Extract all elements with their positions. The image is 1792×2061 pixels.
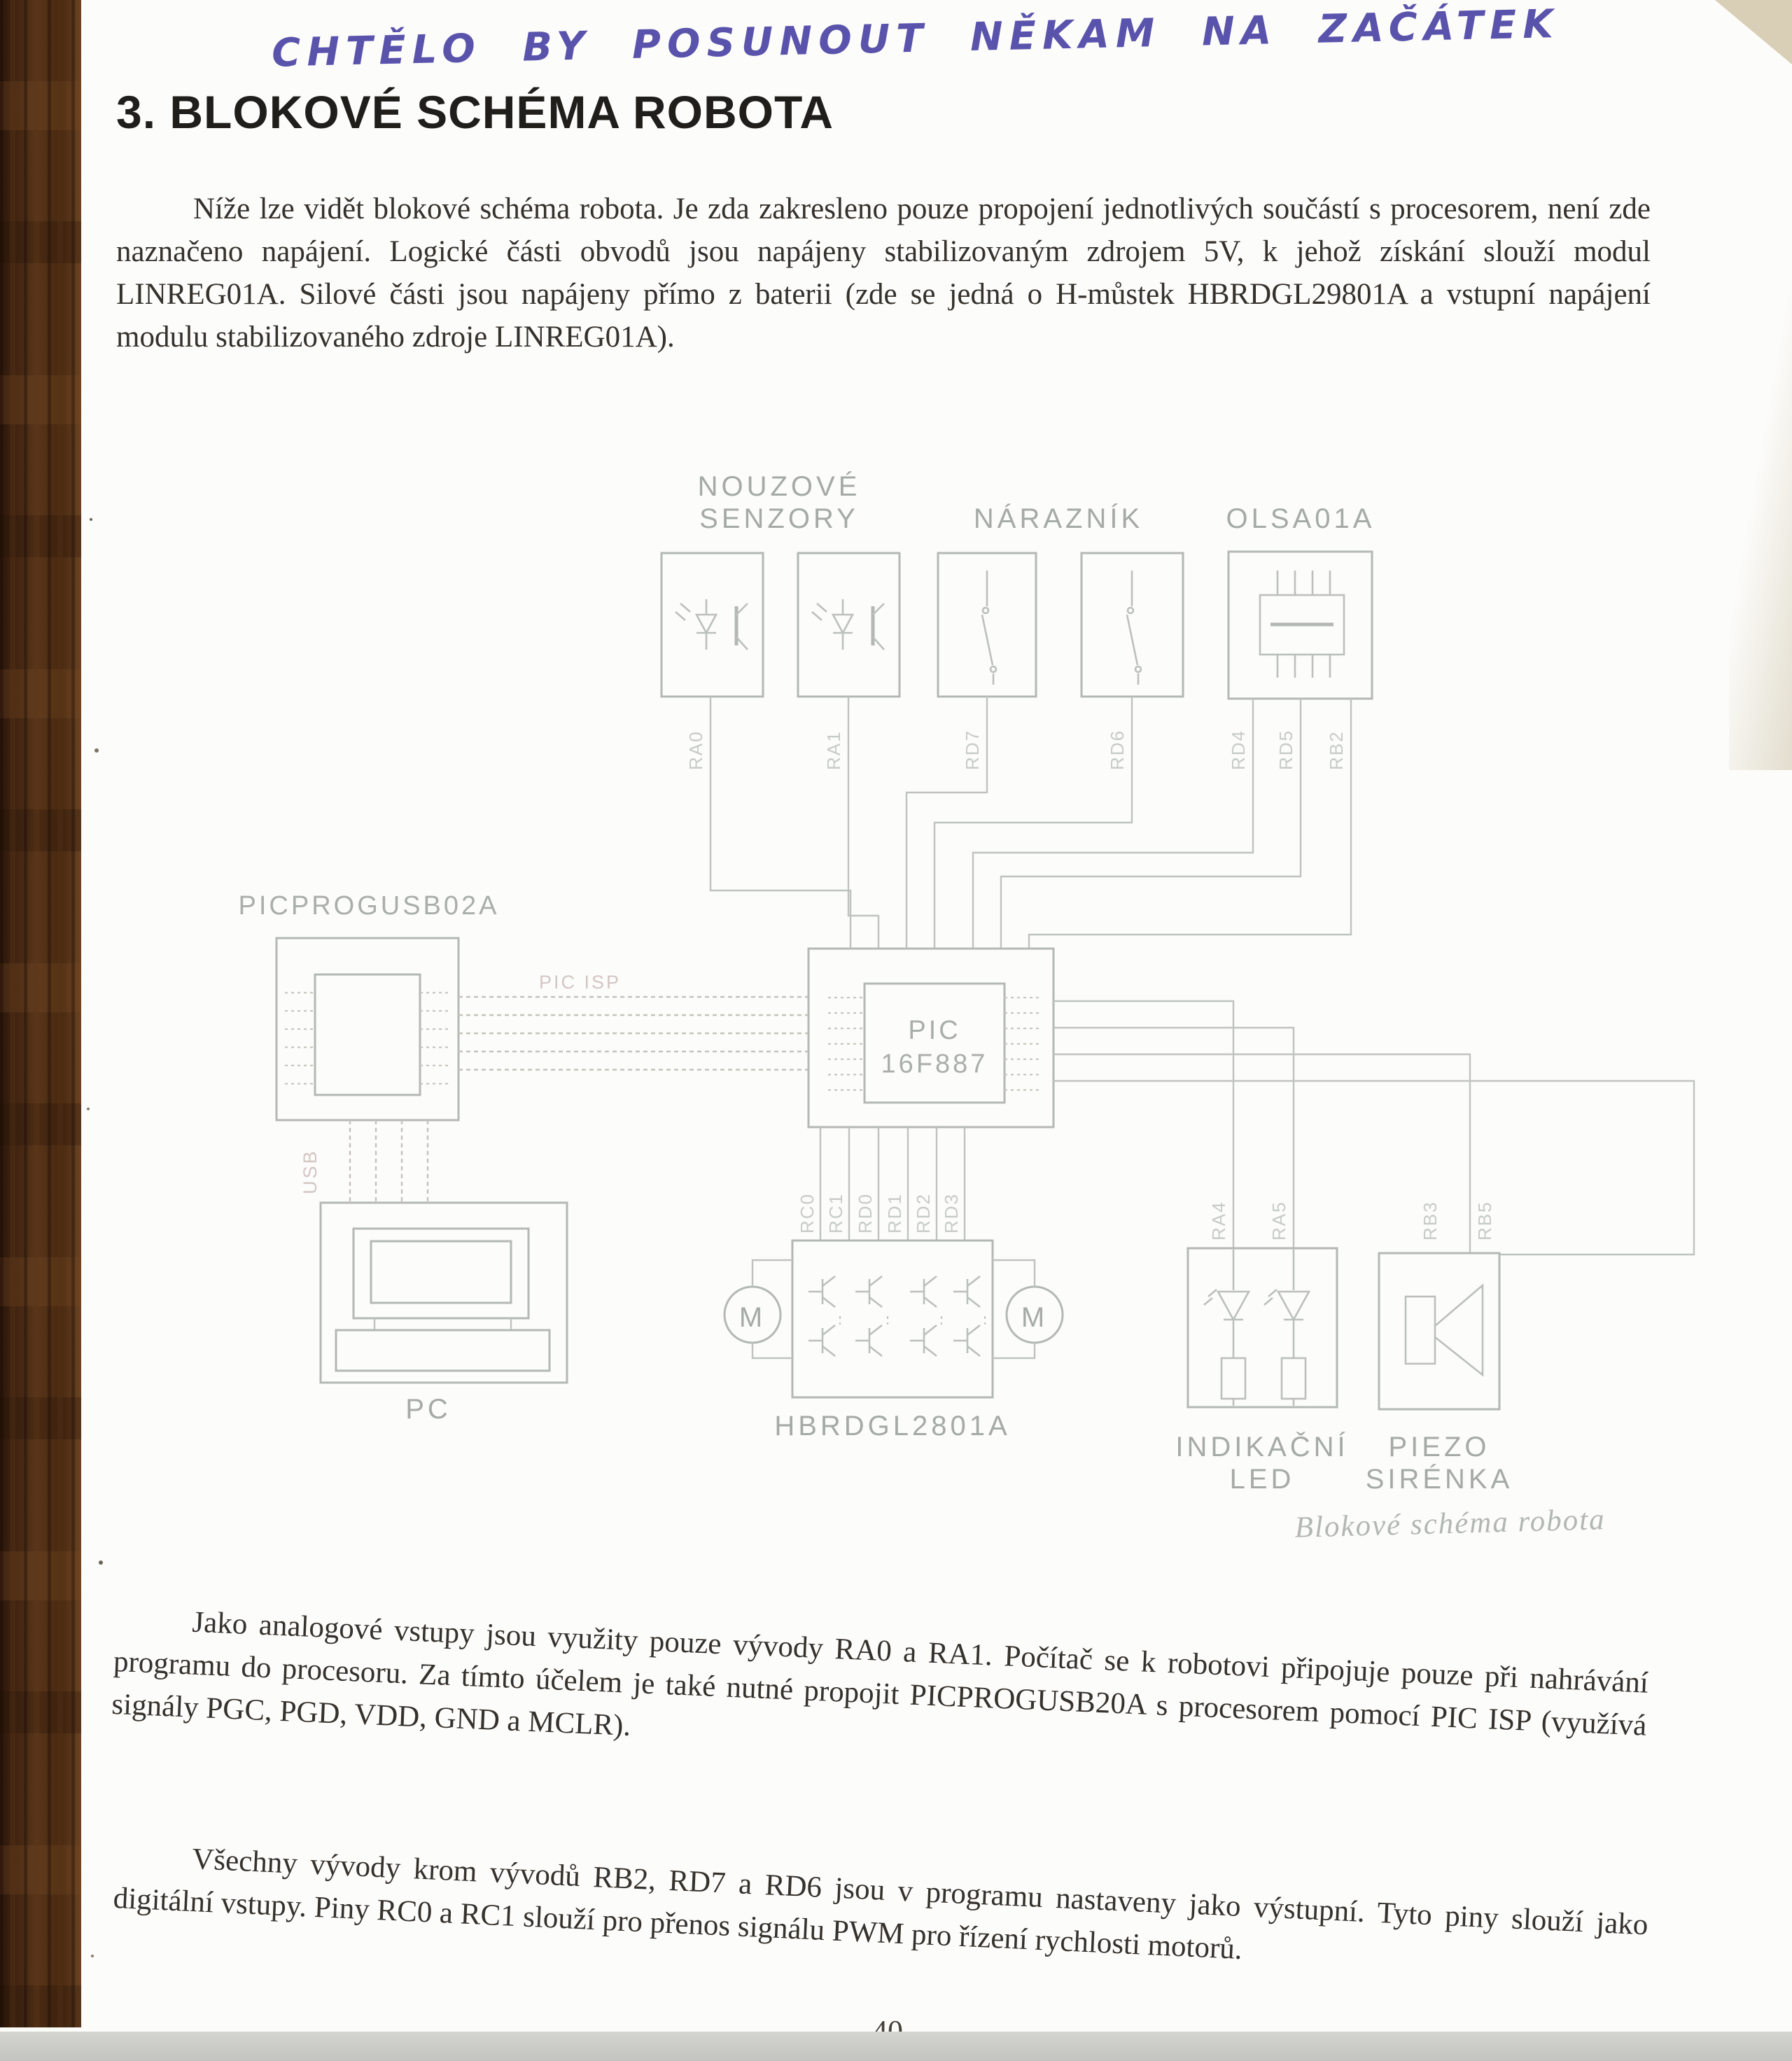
bumper-label: NÁRAZNÍK bbox=[973, 503, 1144, 534]
led-label-line2: LED bbox=[1229, 1464, 1295, 1495]
emergency-sensor-box-1 bbox=[662, 553, 763, 697]
wood-table-edge bbox=[0, 0, 81, 2027]
section-heading: 3. BLOKOVÉ SCHÉMA ROBOTA bbox=[116, 86, 834, 138]
bumper-switch-box-2 bbox=[1082, 553, 1183, 697]
paragraph-pins: Všechny vývody krom vývodů RB2, RD7 a RD6 jsou v programu nastaveny jako výstupní. Tyto piny slouží jako digitální vstupy. Piny RC0 a RC1 slouží pro přenos signálu PWM pro řízení rychlosti motorů. bbox=[112, 1842, 1649, 1966]
emergency-sensors-label-line2: SENZORY bbox=[699, 503, 859, 534]
led-piezo-wires bbox=[1054, 1001, 1694, 1255]
pin-label-ra0: RA0 bbox=[685, 730, 706, 770]
pin-label-ra1: RA1 bbox=[823, 730, 844, 770]
paragraph-analog-inputs: Jako analogové vstupy jsou využity pouze vývody RA0 a RA1. Počítač se k robotovi připojuje pouze při nahrávání programu do procesoru. Za tímto účelem je také nutné propojit PICPROGUSB20A s procesorem pomocí PIC ISP (využívá signály PGC, PGD, VDD, GND a MCLR). bbox=[111, 1605, 1649, 1742]
emergency-sensors-label-line1: NOUZOVÉ bbox=[697, 471, 861, 502]
pc-label: PC bbox=[405, 1394, 451, 1425]
pin-label-rd0: RD0 bbox=[855, 1192, 876, 1234]
bumper-switch-box-1 bbox=[938, 553, 1036, 697]
pin-label-rd6: RD6 bbox=[1107, 729, 1128, 770]
usb-label: USB bbox=[300, 1149, 321, 1194]
pin-label-rb2: RB2 bbox=[1326, 730, 1347, 770]
pic-label-line2: 16F887 bbox=[881, 1049, 988, 1079]
olsa01a-label: OLSA01A bbox=[1226, 503, 1376, 534]
pin-label-rb5: RB5 bbox=[1474, 1201, 1495, 1241]
pin-label-rd5: RD5 bbox=[1275, 729, 1296, 770]
pc-box bbox=[321, 1203, 567, 1383]
motor-right-label: M bbox=[1021, 1302, 1049, 1333]
programmer-label: PICPROGUSB02A bbox=[238, 891, 500, 921]
isp-bus-wires bbox=[458, 997, 808, 1070]
sensor-wires bbox=[710, 697, 1351, 949]
olsa01a-ic-box bbox=[1228, 552, 1372, 699]
pin-label-rd2: RD2 bbox=[913, 1192, 934, 1234]
usb-wires bbox=[350, 1120, 428, 1203]
pin-label-rb3: RB3 bbox=[1420, 1201, 1441, 1241]
isp-bus-label: PIC ISP bbox=[539, 972, 622, 993]
pin-label-ra4: RA4 bbox=[1208, 1201, 1229, 1241]
pin-label-rd1: RD1 bbox=[884, 1192, 905, 1234]
pin-label-ra5: RA5 bbox=[1268, 1201, 1289, 1241]
pic-label-line1: PIC bbox=[908, 1016, 961, 1045]
motor-left-label: M bbox=[738, 1302, 766, 1333]
indicator-led-box bbox=[1188, 1248, 1337, 1407]
emergency-sensor-box-2 bbox=[798, 553, 899, 697]
programmer-box bbox=[276, 938, 458, 1120]
handwritten-note: CHTĚLO BY POSUNOUT NĚKAM NA ZAČÁTEK bbox=[271, 1, 1560, 76]
pin-label-rc1: RC1 bbox=[825, 1192, 846, 1234]
piezo-label-line1: PIEZO bbox=[1388, 1432, 1490, 1462]
piezo-box bbox=[1379, 1253, 1499, 1409]
paragraph-intro: Níže lze vidět blokové schéma robota. Je zda zakresleno pouze propojení jednotlivých součástí s procesorem, není zde naznačeno napájení. Logické části obvodů jsou napájeny stabilizovaným zdrojem 5V, k jehož získání slouží modul LINREG01A. Silové části jsou napájeny přímo z baterii (zde se jedná o H-můstek HBRDGL29801A a vstupní napájení modulu stabilizovaného zdroje LINREG01A). bbox=[116, 193, 1651, 354]
hbridge-box bbox=[792, 1241, 993, 1397]
scanner-bottom-band bbox=[0, 2032, 1792, 2061]
pin-label-rd7: RD7 bbox=[962, 729, 983, 770]
hbridge-label: HBRDGL2801A bbox=[774, 1411, 1011, 1441]
pin-label-rd3: RD3 bbox=[941, 1192, 962, 1234]
piezo-label-line2: SIRÉNKA bbox=[1365, 1464, 1513, 1495]
pin-label-rc0: RC0 bbox=[797, 1192, 818, 1234]
diagram-caption: Blokové schéma robota bbox=[1294, 1503, 1606, 1544]
led-label-line1: INDIKAČNÍ bbox=[1175, 1432, 1349, 1462]
pin-label-rd4: RD4 bbox=[1228, 729, 1249, 770]
